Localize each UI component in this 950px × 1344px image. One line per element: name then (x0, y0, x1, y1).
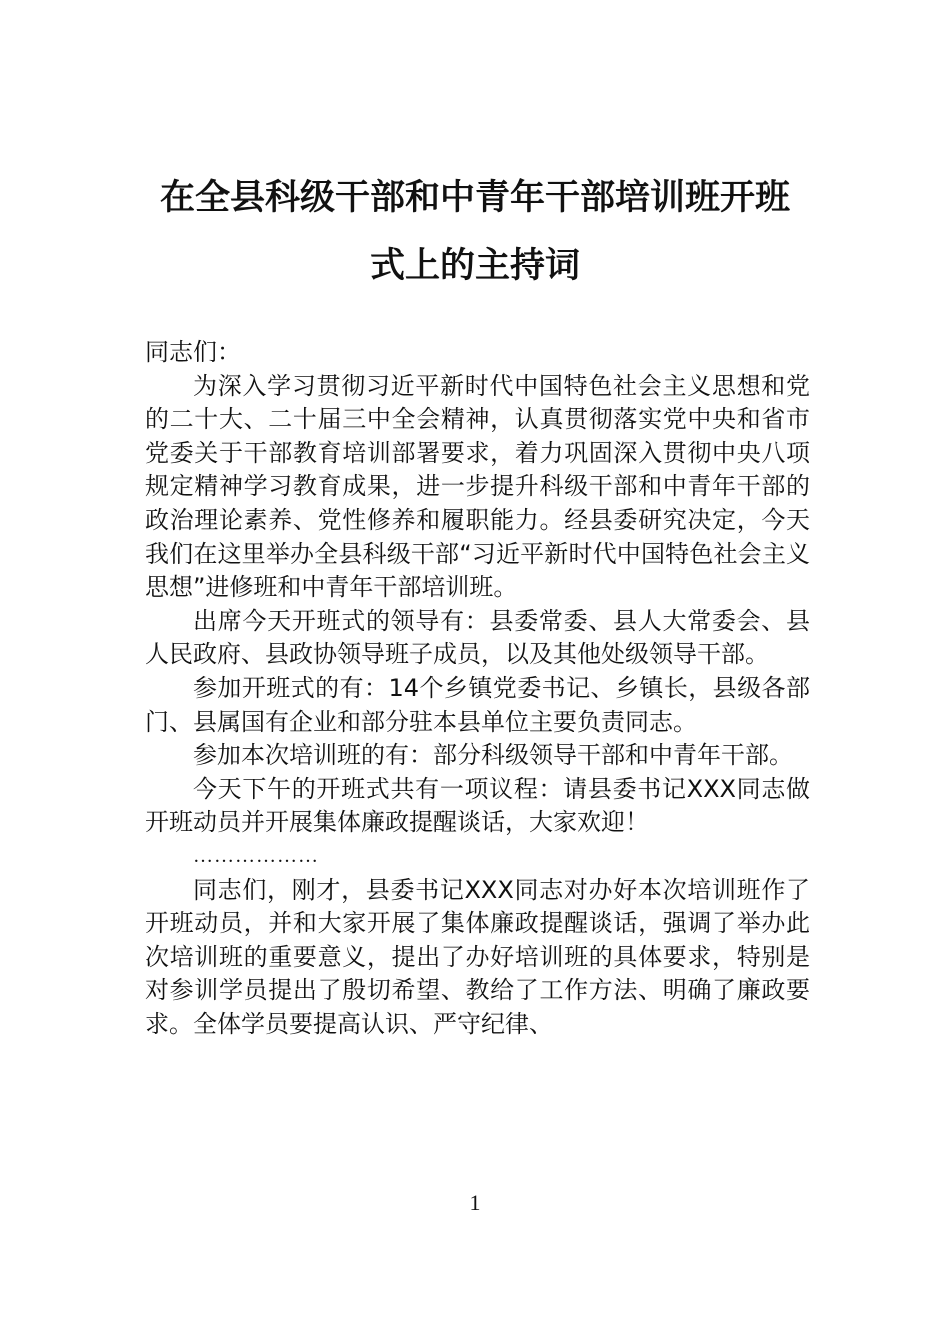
page-number: 1 (469, 1190, 481, 1215)
paragraph-closing: 同志们，刚才，县委书记XXX同志对办好本次培训班作了开班动员，并和大家开展了集体廉政提醒谈话，强调了举办此次培训班的重要意义，提出了办好培训班的具体要求，特别是对参训学员提出了殷切希望、教给了工作方法、明确了廉政要求。全体学员要提高认识、严守纪律、 (145, 875, 810, 1038)
ellipsis-separator: ……………… (193, 844, 319, 867)
paragraph-intro: 为深入学习贯彻习近平新时代中国特色社会主义思想和党的二十大、二十届三中全会精神，认真贯彻落实党中央和省市党委关于干部教育培训部署要求，着力巩固深入贯彻中央八项规定精神学习教育成果，进一步提升科级干部和中青年干部的政治理论素养、党性修养和履职能力。经县委研究决定，今天我们在这里举办全县科级干部“习近平新时代中国特色社会主义思想”进修班和中青年干部培训班。 (145, 371, 810, 602)
paragraph-agenda: 今天下午的开班式共有一项议程：请县委书记XXX同志做开班动员并开展集体廉政提醒谈话，大家欢迎！ (145, 774, 810, 837)
document-title-line-2: 式上的主持词 (369, 246, 580, 286)
paragraph-opening-participants: 参加开班式的有：14个乡镇党委书记、乡镇长，县级各部门、县属国有企业和部分驻本县单位主要负责同志。 (145, 673, 810, 736)
paragraph-trainees: 参加本次培训班的有：部分科级领导干部和中青年干部。 (193, 741, 793, 770)
salutation: 同志们： (145, 338, 241, 366)
document-body (145, 336, 810, 1041)
paragraph-attending-leaders: 出席今天开班式的领导有：县委常委、县人大常委会、县人民政府、县政协领导班子成员，以及其他处级领导干部。 (145, 606, 810, 669)
document-title-line-1: 在全县科级干部和中青年干部培训班开班 (159, 178, 790, 218)
